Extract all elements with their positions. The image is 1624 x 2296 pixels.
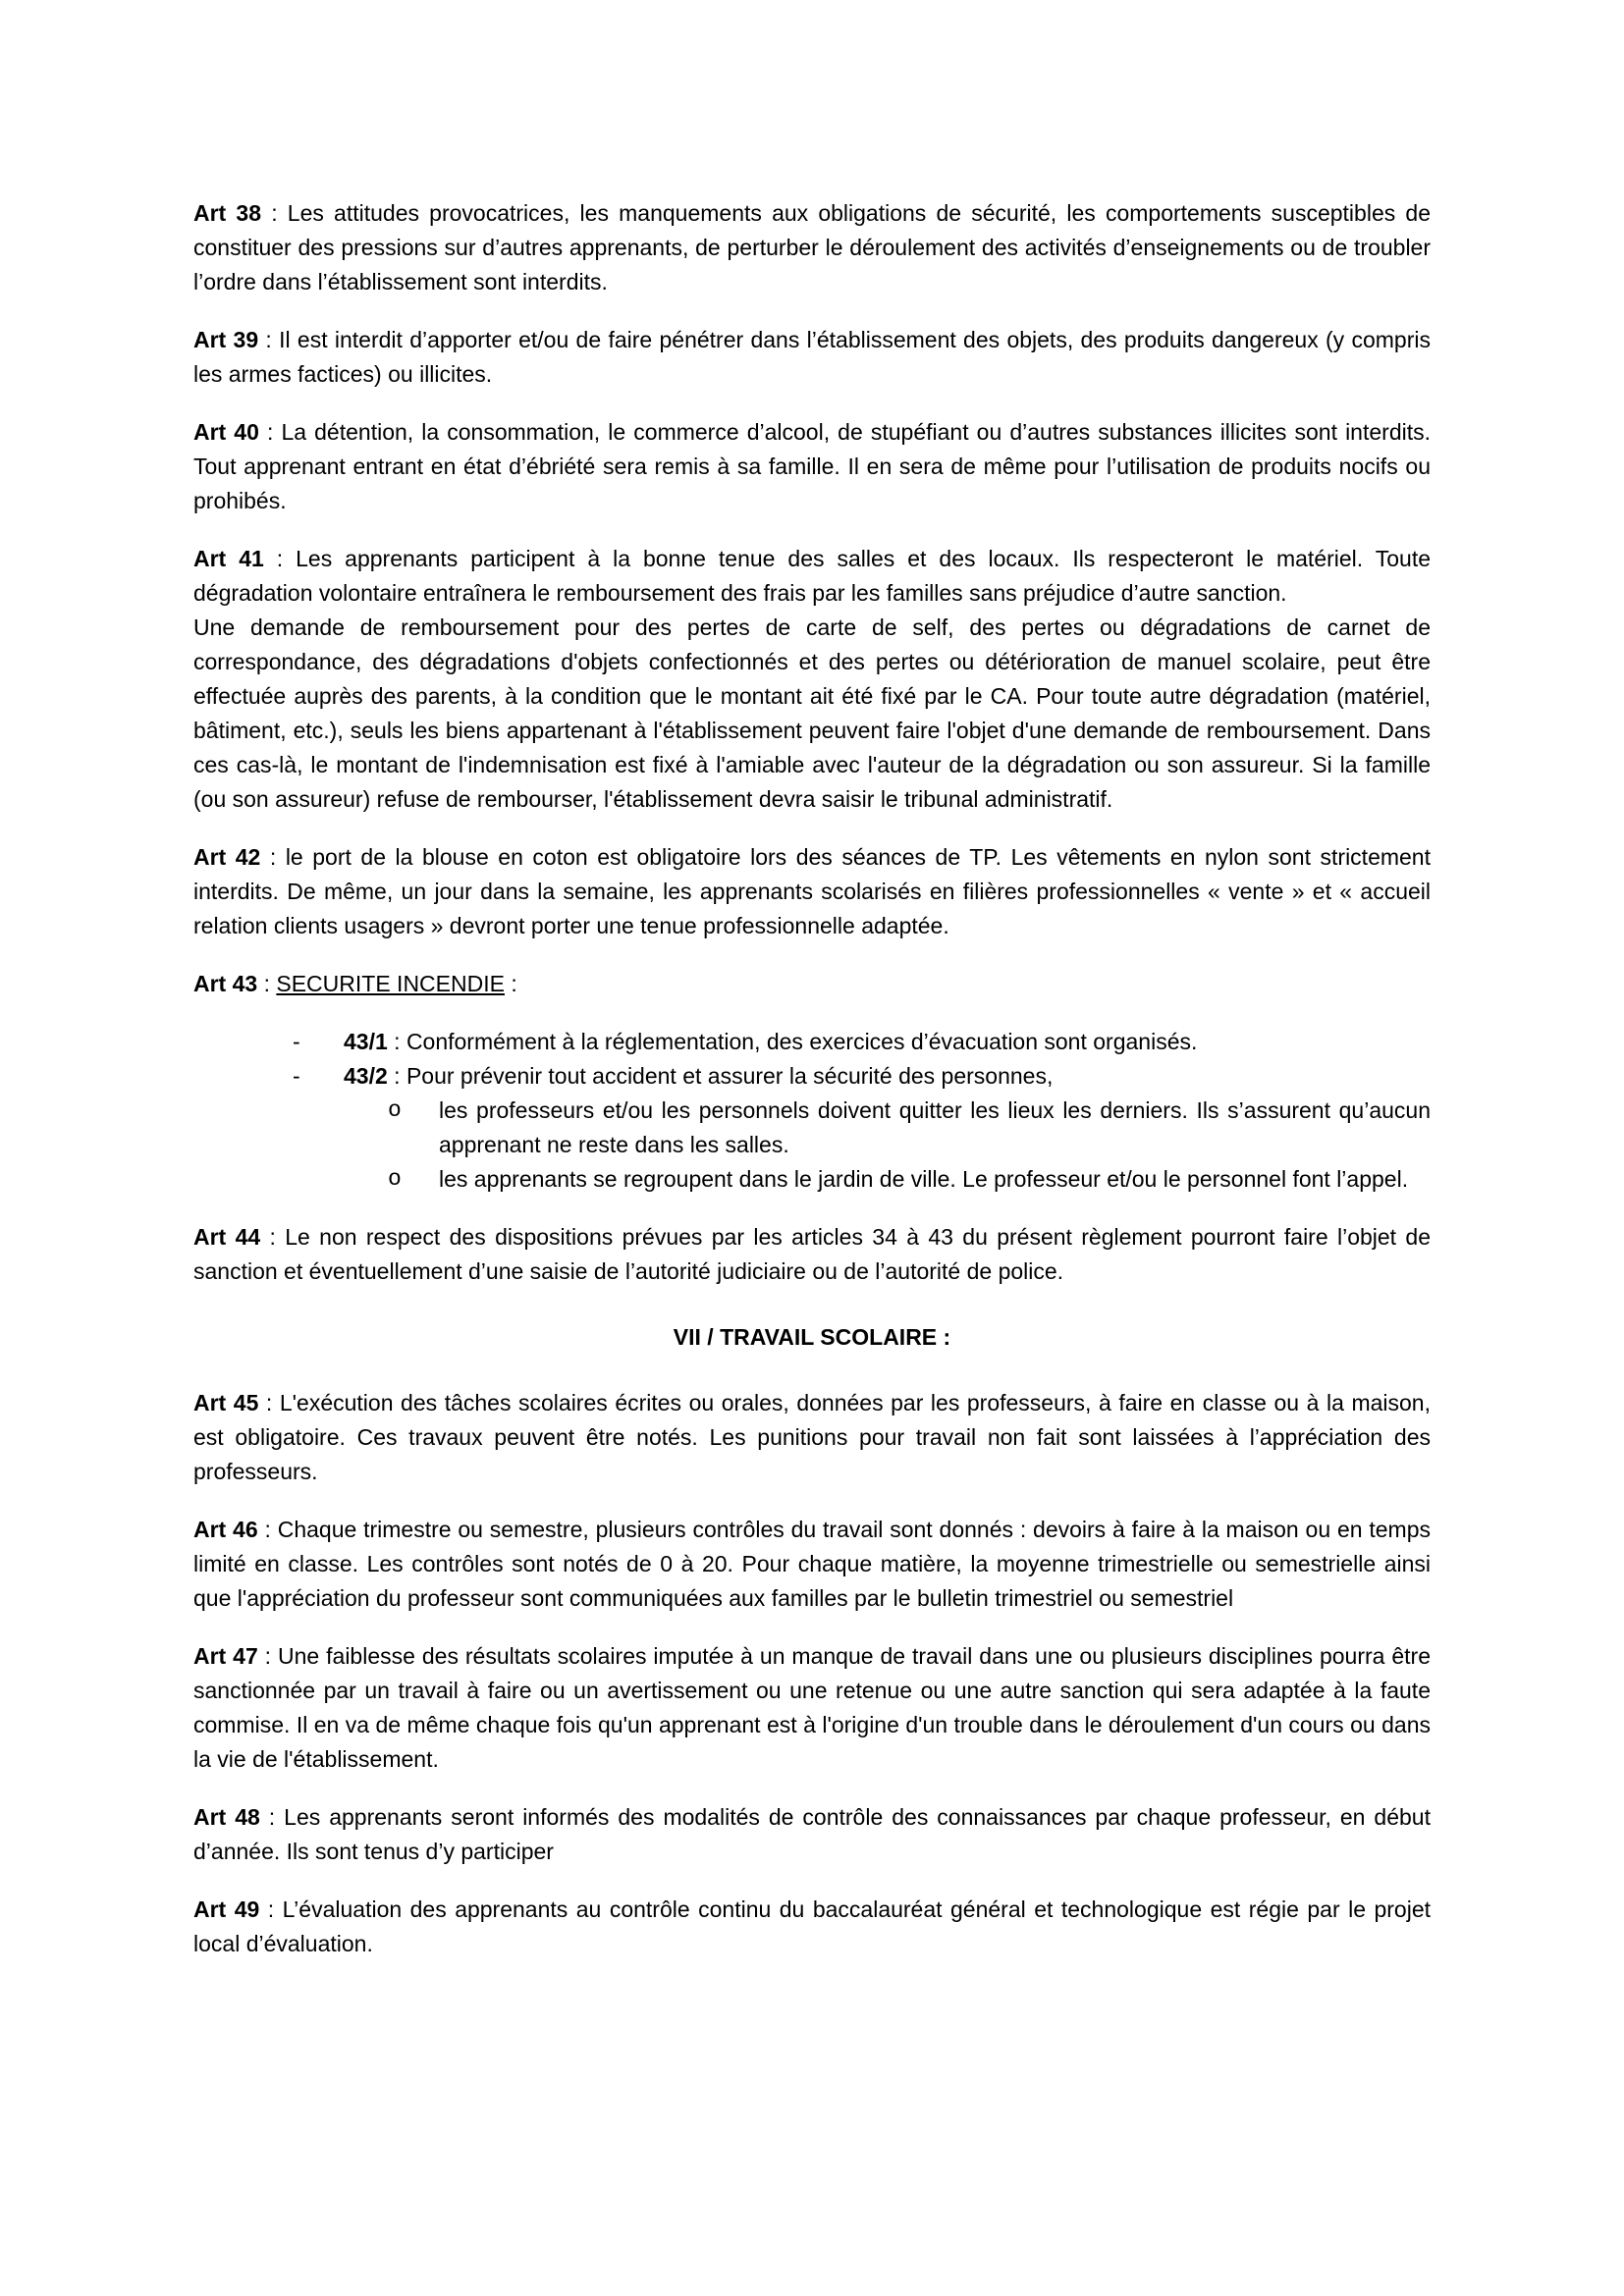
sublist-item-apprenants xyxy=(193,1162,1431,1197)
article-44-paragraph xyxy=(193,1220,1431,1289)
article-39-text: Il est interdit d’apporter et/ou de faire pénétrer dans l’établissement des objets, des produits dangereux (y compris les armes factices) ou illicites. xyxy=(193,327,1431,387)
article-41-text: Les apprenants participent à la bonne tenue des salles et des locaux. Ils respecteront le matériel. Toute dégradation volontaire entraînera le remboursement des frais par les familles sans préjudice d’autre sanction. xyxy=(193,546,1431,606)
article-47-separator: : xyxy=(257,1643,279,1669)
article-43-separator: : xyxy=(257,971,277,996)
article-38-separator: : xyxy=(261,200,288,226)
article-48-label: Art 48 xyxy=(193,1804,260,1830)
article-44-label: Art 44 xyxy=(193,1224,261,1250)
article-44-text: Le non respect des dispositions prévues par les articles 34 à 43 du présent règlement pourront faire l’objet de sanction et éventuellement d’une saisie de l’autorité judiciaire ou de l’autorité de police. xyxy=(193,1224,1431,1284)
article-48-paragraph xyxy=(193,1800,1431,1869)
circle-bullet-marker: o xyxy=(388,1166,402,1192)
article-49-paragraph xyxy=(193,1893,1431,1961)
article-48-separator: : xyxy=(259,1804,285,1830)
sublist-item-professors-text: les professeurs et/ou les personnels doivent quitter les lieux les derniers. Ils s’assurent qu’aucun apprenant ne reste dans les salles. xyxy=(439,1097,1431,1157)
article-41-separator: : xyxy=(263,546,297,571)
fire-safety-list xyxy=(193,1025,1431,1197)
article-45-label: Art 45 xyxy=(193,1390,259,1415)
article-41-label: Art 41 xyxy=(193,546,264,571)
list-item-43-2-separator: : xyxy=(387,1063,406,1089)
article-45-separator: : xyxy=(258,1390,280,1415)
sublist-item-professors xyxy=(193,1094,1431,1162)
article-47-paragraph xyxy=(193,1639,1431,1777)
article-38-label: Art 38 xyxy=(193,200,261,226)
article-47-text: Une faiblesse des résultats scolaires imputée à un manque de travail dans une ou plusieurs disciplines pourra être sanctionnée par un travail à faire ou un avertissement ou une retenue ou une autre sanction qui sera adaptée à la faute commise. Il en va de même chaque fois qu'un apprenant est à l'origine d'un trouble dans le déroulement d'un cours ou dans la vie de l'établissement. xyxy=(193,1643,1431,1772)
circle-bullet-marker: o xyxy=(388,1097,402,1123)
article-48-text: Les apprenants seront informés des modalités de contrôle des connaissances par chaque professeur, en début d’année. Ils sont tenus d’y participer xyxy=(193,1804,1431,1864)
sublist-item-apprenants-text: les apprenants se regroupent dans le jardin de ville. Le professeur et/ou le personnel font l’appel. xyxy=(439,1166,1409,1192)
list-item-43-1 xyxy=(193,1025,1431,1059)
list-item-43-2 xyxy=(193,1059,1431,1094)
article-43-tail-colon: : xyxy=(504,971,517,996)
article-42-text: le port de la blouse en coton est obligatoire lors des séances de TP. Les vêtements en nylon sont strictement interdits. De même, un jour dans la semaine, les apprenants scolarisés en filières professionnelles « vente » et « accueil relation clients usagers » devront porter une tenue professionnelle adaptée. xyxy=(193,844,1431,938)
dash-bullet-marker: - xyxy=(293,1063,300,1089)
article-40-separator: : xyxy=(258,419,282,445)
article-39-label: Art 39 xyxy=(193,327,259,352)
article-41-paragraph xyxy=(193,542,1431,611)
article-43-heading xyxy=(193,967,1431,1001)
dash-bullet-marker: - xyxy=(293,1029,300,1054)
list-item-43-1-content xyxy=(344,1025,1431,1059)
list-item-43-1-label: 43/1 xyxy=(344,1029,388,1054)
list-item-43-1-separator: : xyxy=(387,1029,406,1054)
article-46-paragraph xyxy=(193,1513,1431,1616)
article-39-separator: : xyxy=(258,327,280,352)
article-42-label: Art 42 xyxy=(193,844,261,870)
article-42-paragraph xyxy=(193,840,1431,943)
list-item-43-2-content xyxy=(344,1059,1431,1094)
article-39-paragraph xyxy=(193,323,1431,392)
section-heading-travail-scolaire: VII / TRAVAIL SCOLAIRE : xyxy=(673,1324,951,1350)
article-45-text: L'exécution des tâches scolaires écrites ou orales, données par les professeurs, à faire en classe ou à la maison, est obligatoire. Ces travaux peuvent être notés. Les punitions pour travail non fait sont laissées à l’appréciation des professeurs. xyxy=(193,1390,1431,1484)
list-item-43-2-label: 43/2 xyxy=(344,1063,388,1089)
article-40-text: La détention, la consommation, le commerce d’alcool, de stupéfiant ou d’autres substances illicites sont interdits. Tout apprenant entrant en état d’ébriété sera remis à sa famille. Il en sera de même pour l’utilisation de produits nocifs ou prohibés. xyxy=(193,419,1431,513)
article-38-paragraph xyxy=(193,196,1431,299)
article-46-separator: : xyxy=(257,1517,278,1542)
article-46-label: Art 46 xyxy=(193,1517,258,1542)
article-49-label: Art 49 xyxy=(193,1896,260,1922)
article-46-text: Chaque trimestre ou semestre, plusieurs contrôles du travail sont donnés : devoirs à faire à la maison ou en temps limité en classe. Les contrôles sont notés de 0 à 20. Pour chaque matière, la moyenne trimestrielle ou semestrielle ainsi que l'appréciation du professeur sont communiquées aux familles par le bulletin trimestriel ou semestriel xyxy=(193,1517,1431,1611)
article-47-label: Art 47 xyxy=(193,1643,258,1669)
article-38-text: Les attitudes provocatrices, les manquements aux obligations de sécurité, les comportements susceptibles de constituer des pressions sur d’autres apprenants, de perturber le déroulement des activités d’enseignements ou de troubler l’ordre dans l’établissement sont interdits. xyxy=(193,200,1432,294)
article-43-label: Art 43 xyxy=(193,971,258,996)
article-43-underlined-title: SECURITE INCENDIE xyxy=(276,971,505,996)
article-40-label: Art 40 xyxy=(193,419,259,445)
article-49-separator: : xyxy=(259,1896,283,1922)
list-item-43-1-text: Conformément à la réglementation, des exercices d’évacuation sont organisés. xyxy=(406,1029,1198,1054)
article-44-separator: : xyxy=(260,1224,286,1250)
article-49-text: L’évaluation des apprenants au contrôle continu du baccalauréat général et technologique est régie par le projet local d’évaluation. xyxy=(193,1896,1432,1956)
article-45-paragraph xyxy=(193,1386,1431,1489)
article-41-continuation-paragraph xyxy=(193,611,1431,817)
list-item-43-2-text: Pour prévenir tout accident et assurer la sécurité des personnes, xyxy=(406,1063,1054,1089)
article-42-separator: : xyxy=(260,844,286,870)
article-41-continuation-text: Une demande de remboursement pour des pertes de carte de self, des pertes ou dégradations de carnet de correspondance, des dégradations d'objets confectionnés et des pertes ou détérioration de manuel scolaire, peut être effectuée auprès des parents, à la condition que le montant ait été fixé par le CA. Pour toute autre dégradation (matériel, bâtiment, etc.), seuls les biens appartenant à l'établissement peuvent faire l'objet d'une demande de remboursement. Dans ces cas-là, le montant de l'indemnisation est fixé à l'amiable avec l'auteur de la dégradation ou son assureur. Si la famille (ou son assureur) refuse de rembourser, l'établissement devra saisir le tribunal administratif. xyxy=(193,614,1431,812)
article-40-paragraph xyxy=(193,415,1431,518)
